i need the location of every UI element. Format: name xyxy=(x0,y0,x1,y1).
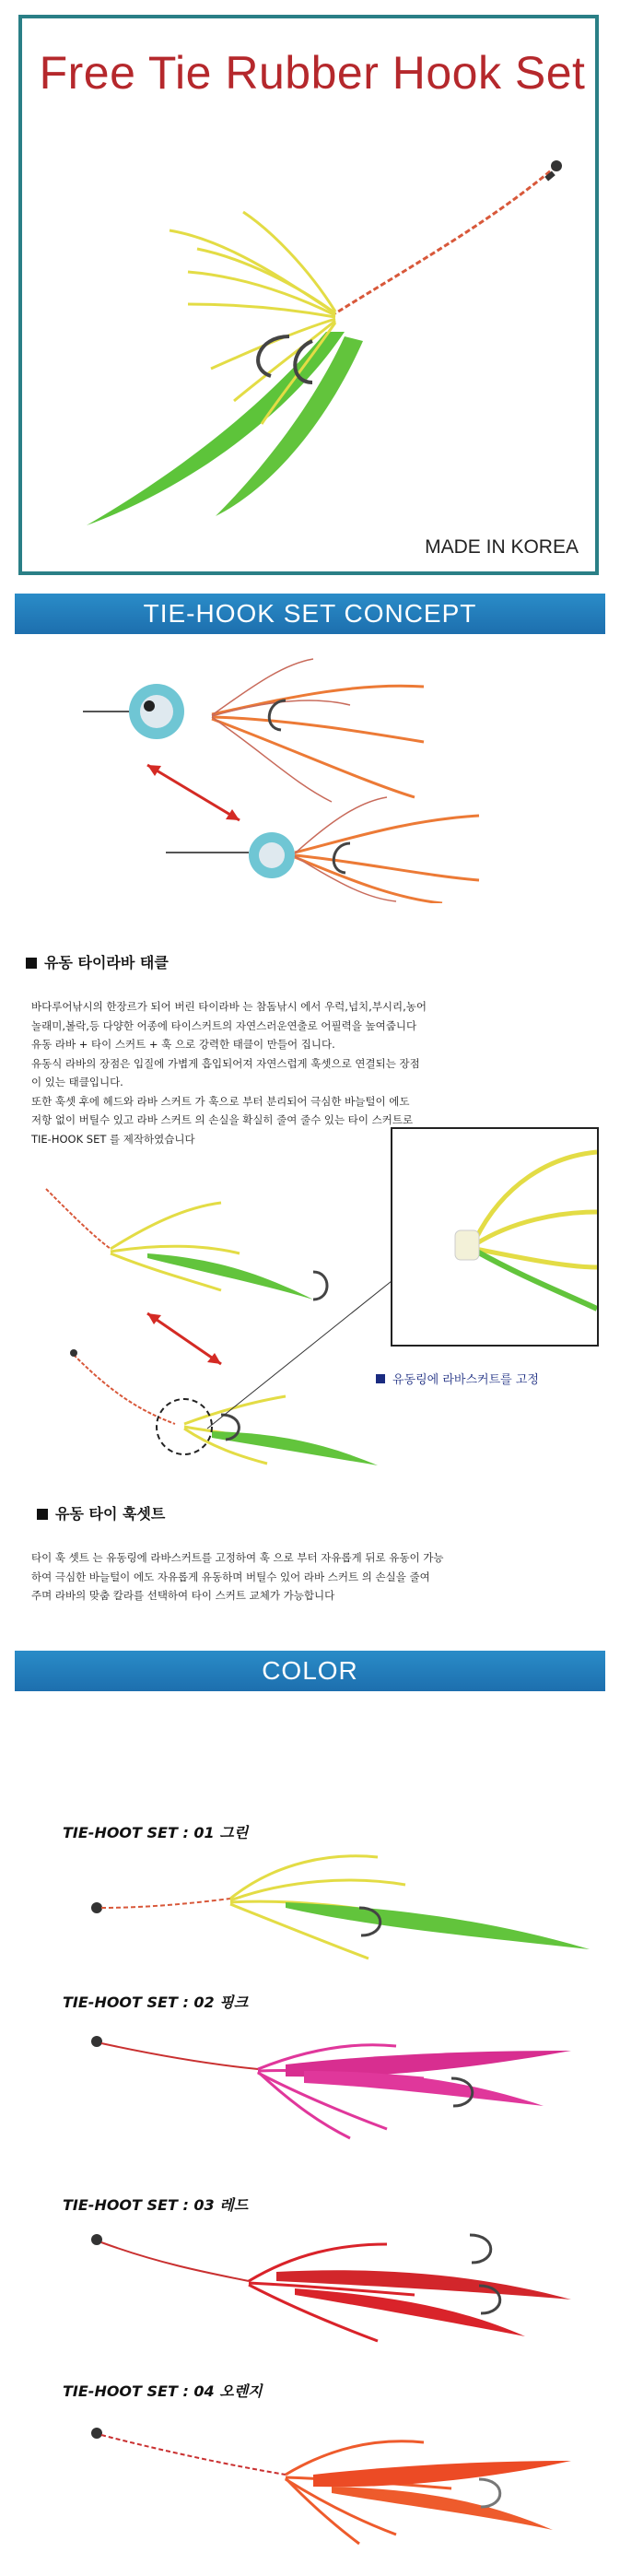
set-label-03: TIE-HOOT SET : 03 레드 xyxy=(63,2196,249,2214)
zoom-detail-image xyxy=(392,1129,597,1345)
set-label-04: TIE-HOOT SET : 04 오렌지 xyxy=(63,2382,263,2400)
hero-title: Free Tie Rubber Hook Set xyxy=(39,47,586,99)
hero-tie-hook-image xyxy=(59,120,575,535)
concept-paragraph-2: 타이 훅 셋트 는 유동링에 라바스커트를 고정하여 훅 으로 부터 자유롭게 뒤로 유동이 가능 하여 극심한 바늘털이 에도 자유롭게 유동하며 버틸수 있어 라바 스커트 의 손실을 줄여 주며 라바의 맞춤 칼라를 선택하여 타이 스커트 교체가 가능합니다 xyxy=(31,1551,444,1602)
square-bullet-icon xyxy=(376,1374,385,1383)
zoom-detail-box xyxy=(391,1127,599,1347)
set-image-03-red xyxy=(74,2217,590,2350)
concept-banner: TIE-HOOK SET CONCEPT xyxy=(15,594,605,634)
square-bullet-icon xyxy=(26,958,37,969)
square-bullet-icon xyxy=(37,1509,48,1520)
tie-hook-diagram xyxy=(37,1170,396,1475)
concept-paragraph-1: 바다루어낚시의 한장르가 되어 버린 타이라바 는 참돔낚시 에서 우럭,넙치,부시리,농어 놀래미,볼락,등 다양한 어종에 타이스커트의 자연스러운연출로 어필력을 높여줍니다 유동 라바 + 타이 스커트 + 훅 으로 강력한 태클이 만들어 집니다. 유동식 라바의 장점은 입질에 가볍게 흡입되어져 자연스럽게 훅셋으로 연결되는 장점 이 있는 태클입니다. 또한 훅셋 후에 헤드와 라바 스커트 가 훅으로 부터 분리되어 극심한 바늘털이 에도 저항 없이 버틸수 있고 라바 스커트 의 손실을 확실히 줄여 줄수 있는 타이 스커트로 TIE-HOOK SET 를 제작하였습니다 xyxy=(31,1000,427,1146)
zoom-note: 유동링에 라바스커트를 고정 xyxy=(376,1370,539,1387)
hero-frame xyxy=(18,15,599,575)
section-heading-free-tairaba: 유동 타이라바 태클 xyxy=(26,951,169,972)
set-label-02: TIE-HOOT SET : 02 핑크 xyxy=(63,1994,249,2011)
color-banner: COLOR xyxy=(15,1651,605,1691)
set-image-04-orange xyxy=(74,2405,590,2553)
set-image-02-pink xyxy=(74,2014,590,2143)
set-label-01: TIE-HOOT SET : 01 그린 xyxy=(63,1824,249,1841)
set-image-01-green xyxy=(74,1843,590,1972)
section-heading-tie-hookset: 유동 타이 훅셋트 xyxy=(37,1502,165,1523)
concept-jighead-illustration xyxy=(74,645,507,903)
made-in-label: MADE IN KOREA xyxy=(425,536,579,558)
